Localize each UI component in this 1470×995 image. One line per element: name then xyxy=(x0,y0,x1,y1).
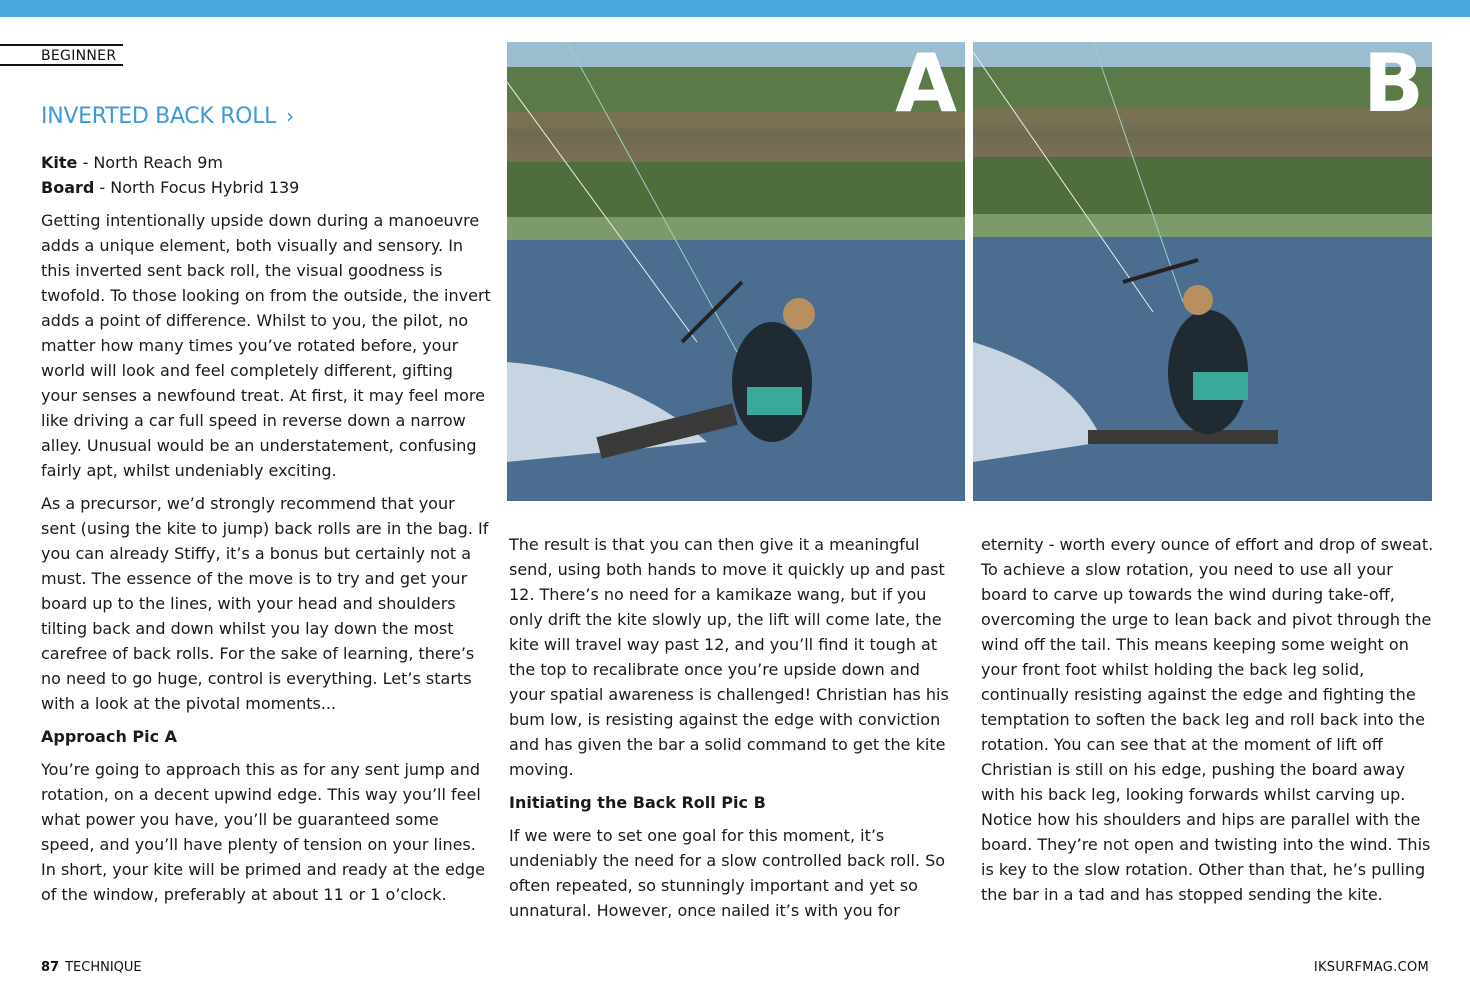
intro-paragraph: Getting intentionally upside down during a manoeuvre adds a unique element, both visually and sensory. In this inverted sent back roll, the visual goodness is twofold. To those looking on from the outside, the invert adds a point of difference. Whilst to you, the pilot, no matter how many times you’ve rotated before, your world will look and feel completely different, gifting your senses a newfound treat. At first, it may feel more like driving a car full speed in reverse down a narrow alley. Unusual would be an understatement, confusing fairly apt, whilst undeniably exciting. xyxy=(41,211,491,480)
footer-site: IKSURFMAG.COM xyxy=(1313,960,1429,975)
page-number: 87 xyxy=(41,960,60,975)
footer-section: TECHNIQUE xyxy=(65,960,142,975)
footer-page-info xyxy=(41,960,142,975)
board-value: - North Focus Hybrid 139 xyxy=(94,178,300,197)
initiating-heading: Initiating the Back Roll Pic B xyxy=(509,793,766,812)
precursor-paragraph: As a precursor, we’d strongly recommend that your sent (using the kite to jump) back rolls are in the bag. If you can already Stiffy, it’s a bonus but certainly not a must. The essence of the move is to try and get your board up to the lines, with your head and shoulders tilting back and down whilst you lay down the most carefree of back rolls. For the sake of learning, there’s no need to go huge, control is everything. Let’s starts with a look at the pivotal moments... xyxy=(41,494,489,713)
column-1 xyxy=(41,150,493,915)
rotation-paragraph: eternity - worth every ounce of effort and drop of sweat. To achieve a slow rotation, you need to use all your board to carve up towards the wind during take-off, overcoming the urge to lean back and pivot through the wind off the tail. This means keeping some weight on your front foot whilst holding the back leg solid, continually resisting against the edge and fighting the temptation to soften the back leg and roll back into the rotation. You can see that at the moment of lift off Christian is still on his edge, pushing the board away with his back leg, looking forwards whilst carving up. Notice how his shoulders and hips are parallel with the board. They’re not open and twisting into the wind. This is key to the slow rotation. Other than that, he’s pulling the bar in a tad and has stopped sending the kite. xyxy=(981,535,1434,904)
approach-paragraph: You’re going to approach this as for any sent jump and rotation, on a decent upwind edge. This way you’ll feel what power you have, you’ll be guaranteed some speed, and you’ll have plenty of tension on your lines. In short, your kite will be primed and ready at the edge of the window, preferably at about 11 or 1 o’clock. xyxy=(41,760,485,904)
gear-specs xyxy=(41,150,493,200)
section-label: BEGINNER xyxy=(41,48,117,64)
send-paragraph: The result is that you can then give it a meaningful send, using both hands to move it quickly up and past 12. There’s no need for a kamikaze wang, but if you only drift the kite slowly up, the lift will come late, the kite will travel way past 12, and you’ll find it tough at the top to recalibrate once you’re upside down and your spatial awareness is challenged! Christian has his bum low, is resisting against the edge with conviction and has given the bar a solid command to get the kite moving. xyxy=(509,535,949,779)
chevron-right-icon: › xyxy=(286,104,294,128)
column-3 xyxy=(981,532,1436,915)
photo-b xyxy=(973,42,1432,501)
section-tag xyxy=(0,44,123,66)
kite-spec xyxy=(41,150,493,175)
article-title-text: INVERTED BACK ROLL xyxy=(41,104,277,129)
photo-a xyxy=(507,42,965,501)
top-accent-bar xyxy=(0,0,1470,17)
board-spec xyxy=(41,175,493,200)
kite-value: - North Reach 9m xyxy=(77,153,224,172)
photo-b-label: B xyxy=(1363,42,1424,130)
photo-a-label: A xyxy=(895,42,957,130)
column-2 xyxy=(509,532,959,931)
article-title xyxy=(41,104,294,129)
board-label: Board xyxy=(41,178,95,197)
approach-heading: Approach Pic A xyxy=(41,727,178,746)
kite-label: Kite xyxy=(41,153,78,172)
goal-paragraph: If we were to set one goal for this moment, it’s undeniably the need for a slow controlled back roll. So often repeated, so stunningly important and yet so unnatural. However, once nailed it’s with you for xyxy=(509,826,946,920)
